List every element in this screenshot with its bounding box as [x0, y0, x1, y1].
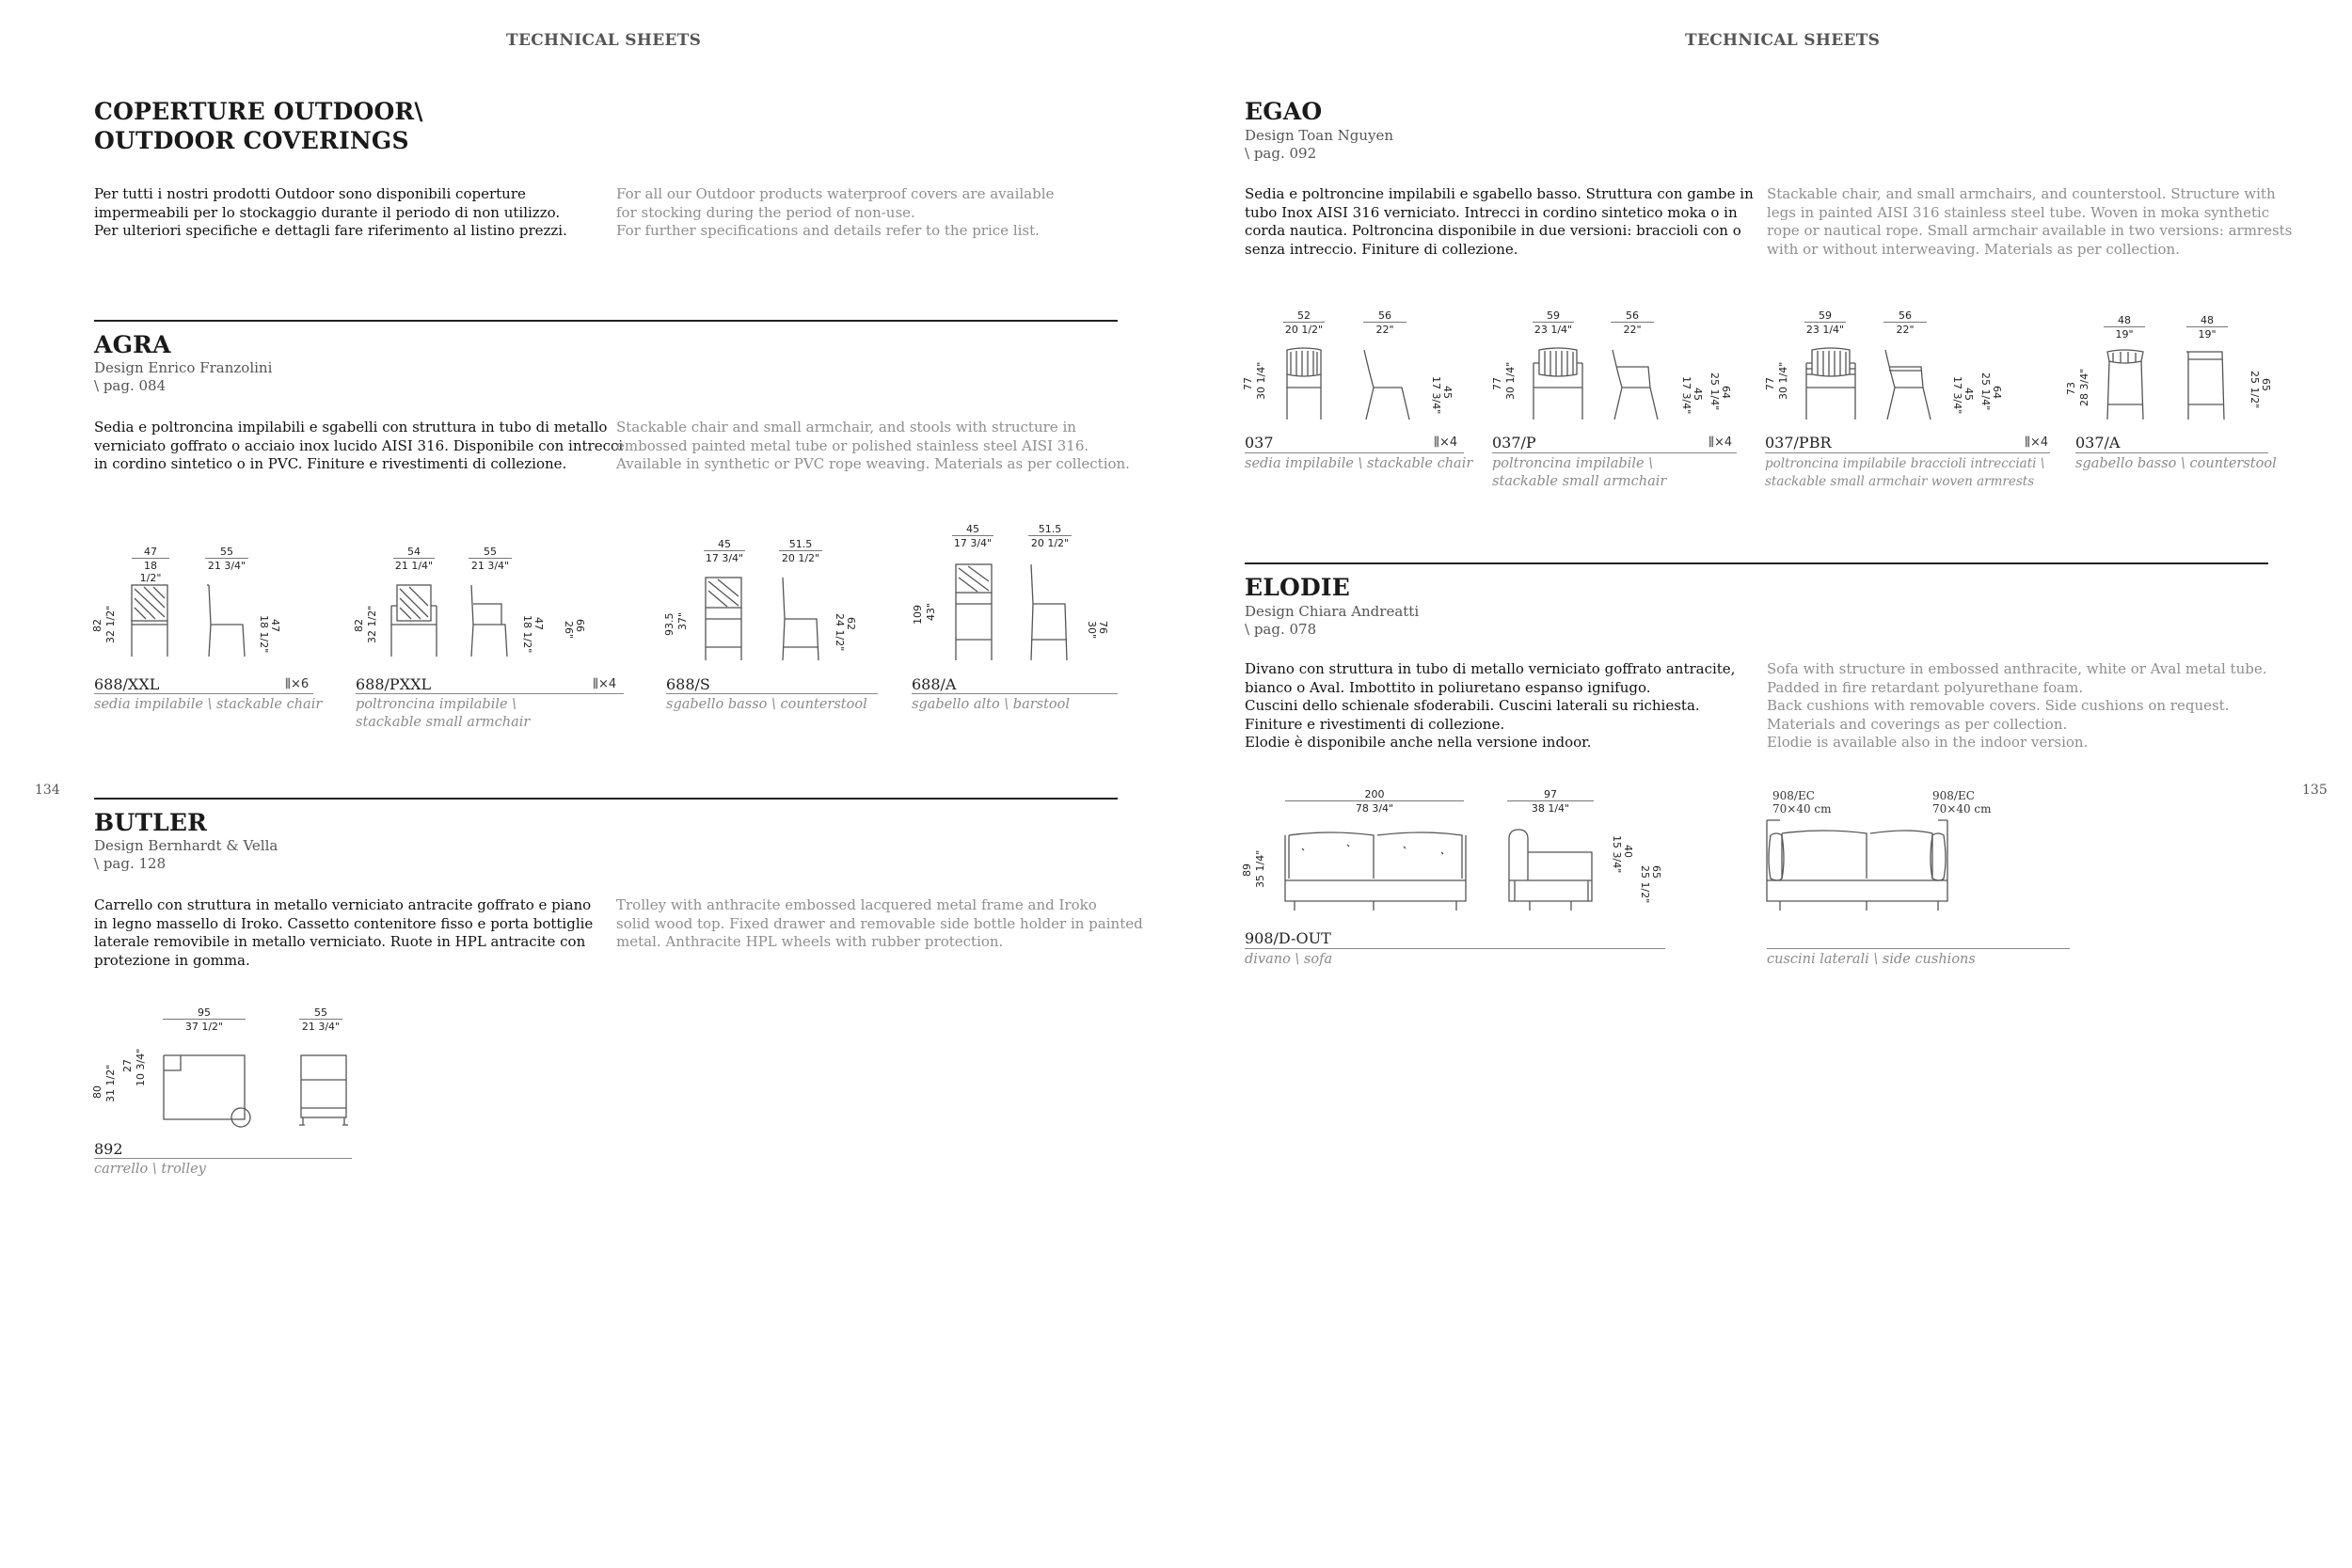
description-line: stackable small armchair woven armrests — [1765, 474, 2035, 489]
height-dimension-inch: 32 1/2" — [366, 605, 378, 643]
seat-height-dimension-inch: 17 3/4" — [1430, 376, 1442, 415]
side-view-barstool-icon — [1027, 562, 1074, 662]
egao-text-en — [1767, 185, 2292, 259]
height-dimension-inch: 37" — [676, 611, 689, 630]
product-underline — [356, 693, 624, 694]
text-line: Materials and coverings as per collection. — [1767, 715, 2068, 733]
stackable-count: ⫼×4 — [1708, 436, 1733, 450]
trolley-front-view-icon — [160, 1052, 254, 1129]
sofa-front-view-icon — [1281, 826, 1470, 912]
front-view-barstool-icon — [952, 562, 999, 662]
text-line: solid wood top. Fixed drawer and removable side bottle holder in painted — [616, 914, 1143, 932]
description-line: poltroncina impilabile \ — [356, 697, 517, 712]
height-dimension-inch: 30 1/4" — [1504, 361, 1517, 400]
side-view-armchair-icon — [468, 583, 515, 658]
seat-height-dimension: 47 — [269, 619, 281, 632]
product-code: 037/PBR — [1765, 434, 1832, 451]
seat-height-dimension-inch: 18 1/2" — [258, 615, 270, 654]
text-line: Carrello con struttura in metallo verniciato antracite goffrato e piano — [94, 896, 592, 913]
sofa-with-side-cushions-icon — [1763, 813, 1951, 912]
text-line: senza intreccio. Finiture di collezione. — [1245, 240, 1518, 258]
stack-icon: ⫼ — [593, 677, 598, 691]
butler-text-it — [94, 896, 593, 970]
width-dimension: 59 23 1/4" — [1805, 309, 1845, 336]
product-underline — [666, 693, 878, 694]
stack-icon: ⫼ — [1434, 436, 1439, 450]
text-line: Sedia e poltroncine impilabili e sgabello basso. Struttura con gambe in — [1245, 185, 1754, 202]
elodie-text-en — [1767, 660, 2267, 752]
cushion-size: 70×40 cm — [1772, 802, 1832, 816]
section-divider — [94, 320, 1118, 322]
text-line: Finiture e rivestimenti di collezione. — [1245, 715, 1505, 733]
product-description — [1492, 455, 1666, 491]
agra-page-ref: \ pag. 084 — [94, 377, 167, 394]
agra-title: AGRA — [94, 331, 171, 358]
depth-dimension: 55 21 3/4" — [299, 1006, 342, 1033]
product-underline — [94, 693, 313, 694]
text-line: Per tutti i nostri prodotti Outdoor sono disponibili coperture — [94, 185, 526, 202]
elodie-designer: Design Chiara Andreatti — [1245, 603, 1420, 620]
product-description: sgabello alto \ barstool — [912, 697, 1071, 712]
width-dimension: 47 18 1/2" — [132, 546, 169, 584]
text-line: with or without interweaving. Materials as per collection. — [1767, 240, 2180, 258]
seat-height-dimension: 45 — [1963, 388, 1975, 401]
product-underline — [1765, 452, 2050, 453]
depth-dimension: 51.5 20 1/2" — [779, 538, 822, 564]
product-description — [1765, 455, 2044, 491]
height-dimension: 77 — [1764, 377, 1776, 390]
arm-height-dimension-inch: 25 1/4" — [1979, 372, 1992, 411]
text-line: legs in painted AISI 316 stainless steel tube. Woven in moka synthetic — [1767, 203, 2270, 221]
elodie-page-ref: \ pag. 078 — [1245, 621, 1317, 638]
seat-height-dimension: 62 — [845, 617, 857, 630]
text-line: Sofa with structure in embossed anthracite, white or Aval metal tube. — [1767, 660, 2267, 677]
width-dimension: 52 20 1/2" — [1284, 309, 1324, 336]
product-description: sgabello basso \ counterstool — [2075, 456, 2277, 471]
height-dimension: 89 — [1241, 863, 1253, 877]
egao-page-ref: \ pag. 092 — [1245, 145, 1317, 162]
width-dimension: 200 78 3/4" — [1285, 788, 1464, 815]
stackable-count: ⫼×6 — [285, 677, 310, 691]
height-dimension-inch: 31 1/2" — [104, 1064, 117, 1102]
text-line: Stackable chair, and small armchairs, and counterstool. Structure with — [1767, 185, 2276, 202]
seat-height-dimension-inch: 17 3/4" — [1951, 376, 1963, 415]
product-code: 688/S — [666, 675, 710, 693]
arm-height-dimension-inch: 25 1/4" — [1708, 372, 1721, 411]
arm-height-dimension: 64 — [1720, 386, 1732, 399]
agra-text-it — [94, 419, 623, 474]
width-dimension: 59 23 1/4" — [1534, 309, 1573, 336]
front-view-chair-icon — [127, 583, 183, 658]
width-dimension: 95 37 1/2" — [163, 1006, 246, 1033]
coverings-text-en — [616, 185, 1054, 241]
elodie-title: ELODIE — [1245, 574, 1351, 601]
depth-dimension: 56 22" — [1883, 309, 1927, 336]
arm-height-dimension-inch: 25 1/2" — [1639, 865, 1651, 904]
text-line: For all our Outdoor products waterproof covers are available — [616, 185, 1055, 202]
stack-icon: ⫼ — [285, 677, 291, 691]
depth-dimension: 97 38 1/4" — [1507, 788, 1594, 815]
side-view-chair-icon — [205, 583, 252, 658]
height-dimension: 80 — [91, 1085, 103, 1099]
side-view-counterstool-icon — [2185, 348, 2232, 423]
text-line: Back cushions with removable covers. Side cushions on request. — [1767, 697, 2230, 714]
text-line: in legno massello di Iroko. Cassetto contenitore fisso e porta bottiglie — [94, 914, 594, 932]
seat-height-dimension: 45 — [1692, 388, 1704, 401]
depth-dimension: 56 22" — [1363, 309, 1406, 336]
side-view-chair-icon — [1360, 346, 1417, 421]
butler-title: BUTLER — [94, 809, 208, 836]
height-dimension-inch: 28 3/4" — [2078, 368, 2090, 406]
stackable-count: ⫼×4 — [593, 677, 617, 691]
description-line: poltroncina impilabile braccioli intrecciati \ — [1765, 456, 2045, 471]
product-code: 688/A — [912, 675, 957, 693]
depth-dimension: 48 19" — [2186, 314, 2228, 341]
coverings-title-line2: OUTDOOR COVERINGS — [94, 127, 409, 154]
text-line: Sedia e poltroncina impilabili e sgabelli con struttura in tubo di metallo — [94, 419, 608, 436]
butler-text-en — [616, 896, 1143, 952]
height-dimension-inch: 32 1/2" — [104, 605, 117, 643]
product-description: sgabello basso \ counterstool — [666, 697, 867, 712]
description-line: stackable small armchair — [356, 715, 531, 730]
running-header-right: TECHNICAL SHEETS — [1685, 31, 1881, 50]
egao-designer: Design Toan Nguyen — [1245, 127, 1394, 144]
page-number-left: 134 — [35, 783, 60, 798]
text-line: protezione in gomma. — [94, 951, 250, 969]
height-dimension: 73 — [2065, 382, 2077, 395]
text-line: Stackable chair and small armchair, and stools with structure in — [616, 419, 1076, 436]
text-line: Divano con struttura in tubo di metallo verniciato goffrato antracite, — [1245, 660, 1736, 677]
front-view-counterstool-icon — [2104, 348, 2151, 423]
product-description: sedia impilabile \ stackable chair — [1245, 456, 1473, 471]
text-line: bianco o Aval. Imbottito in poliuretano espanso ignifugo. — [1245, 678, 1651, 696]
product-description — [356, 696, 530, 732]
front-view-woven-armchair-icon — [1804, 346, 1859, 421]
product-underline — [912, 693, 1118, 694]
height-dimension: 77 — [1242, 377, 1254, 390]
arm-height-dimension-inch: 26" — [563, 621, 575, 640]
text-line: for stocking during the period of non-use. — [616, 203, 915, 221]
stackable-count: ⫼×4 — [1434, 436, 1458, 450]
seat-height-dimension-inch: 17 3/4" — [1680, 376, 1692, 415]
product-description: sedia impilabile \ stackable chair — [94, 697, 323, 712]
product-description: carrello \ trolley — [94, 1162, 206, 1177]
coverings-title-line1: COPERTURE OUTDOOR\ — [94, 98, 423, 125]
height-dimension: 82 — [353, 619, 365, 632]
seat-height-dimension-inch: 15 3/4" — [1611, 835, 1623, 874]
product-code: 037/P — [1492, 434, 1536, 451]
coverings-title — [94, 97, 423, 155]
description-line: poltroncina impilabile \ — [1492, 456, 1654, 471]
depth-dimension: 51.5 20 1/2" — [1028, 523, 1072, 549]
width-dimension: 45 17 3/4" — [705, 538, 744, 564]
product-underline — [2075, 452, 2268, 453]
text-line: laterale removibile in metallo verniciato. Ruote in HPL antracite con — [94, 933, 586, 950]
text-line: tubo Inox AISI 316 verniciato. Intrecci in cordino sintetico moka o in — [1245, 203, 1738, 221]
product-underline — [1245, 452, 1464, 453]
elodie-text-it — [1245, 660, 1735, 752]
seat-height-dimension: 40 — [1622, 845, 1634, 858]
height-dimension: 93.5 — [663, 612, 675, 636]
egao-title: EGAO — [1245, 98, 1323, 125]
butler-designer: Design Bernhardt & Vella — [94, 837, 278, 854]
running-header-left: TECHNICAL SHEETS — [506, 31, 702, 50]
drawer-height-dimension-inch: 10 3/4" — [135, 1048, 147, 1086]
front-view-chair-icon — [1283, 346, 1330, 421]
text-line: in cordino sintetico o in PVC. Finiture e rivestimenti di collezione. — [94, 455, 567, 472]
front-view-armchair-icon — [1532, 346, 1586, 421]
text-line: Available in synthetic or PVC rope weaving. Materials as per collection. — [616, 455, 1130, 472]
height-dimension-inch: 30 1/4" — [1777, 361, 1789, 400]
depth-dimension: 55 21 3/4" — [469, 546, 512, 572]
seat-height-dimension-inch: 30" — [1086, 621, 1098, 640]
front-view-counterstool-icon — [702, 576, 749, 662]
text-line: Elodie is available also in the indoor version. — [1767, 734, 2089, 751]
armrest-height-dimension: 47 — [532, 617, 545, 630]
stack-icon: ⫼ — [1708, 436, 1714, 450]
text-line: rope or nautical rope. Small armchair available in two versions: armrests — [1767, 222, 2293, 239]
height-dimension-inch: 43" — [925, 602, 937, 621]
trolley-side-view-icon — [297, 1052, 354, 1129]
side-view-woven-armchair-icon — [1882, 346, 1938, 421]
cushion-label-right — [1932, 789, 1992, 816]
seat-height-dimension-inch: 25 1/2" — [2249, 371, 2261, 409]
product-description: divano \ sofa — [1245, 952, 1333, 967]
seat-height-dimension: 65 — [2260, 378, 2272, 391]
sofa-side-view-icon — [1505, 826, 1599, 912]
product-code: 908/D-OUT — [1245, 929, 1331, 947]
text-line: impermeabili per lo stockaggio durante il periodo di non utilizzo. — [94, 203, 561, 221]
coverings-text-it — [94, 185, 567, 241]
product-underline — [1492, 452, 1737, 453]
description-line: stackable small armchair — [1492, 474, 1667, 489]
side-view-counterstool-icon — [779, 576, 826, 662]
depth-dimension: 55 21 3/4" — [205, 546, 248, 572]
height-dimension-inch: 35 1/4" — [1254, 849, 1266, 888]
arm-height-dimension: 64 — [1991, 386, 2003, 399]
product-underline — [1245, 948, 1665, 949]
agra-designer: Design Enrico Franzolini — [94, 359, 273, 376]
text-line: verniciato goffrato o acciaio inox lucido AISI 316. Disponibile con intrecci — [94, 436, 624, 454]
product-underline — [94, 1158, 352, 1159]
height-dimension: 109 — [912, 605, 924, 625]
product-description: cuscini laterali \ side cushions — [1767, 952, 1976, 967]
text-line: For further specifications and details refer to the price list. — [616, 222, 1040, 239]
page-number-right: 135 — [2302, 783, 2328, 798]
cushion-size: 70×40 cm — [1932, 802, 1992, 816]
text-line: Per ulteriori specifiche e dettagli fare riferimento al listino prezzi. — [94, 222, 567, 239]
width-dimension: 48 19" — [2104, 314, 2145, 341]
butler-page-ref: \ pag. 128 — [94, 855, 167, 872]
text-line: metal. Anthracite HPL wheels with rubber protection. — [616, 933, 1004, 950]
text-line: corda nautica. Poltroncina disponibile in due versioni: braccioli con o — [1245, 222, 1741, 239]
stackable-count: ⫼×4 — [2025, 436, 2049, 450]
text-line: embossed painted metal tube or polished stainless steel AISI 316. — [616, 436, 1089, 454]
product-code: 688/XXL — [94, 675, 160, 693]
cushion-code: 908/EC — [1772, 789, 1815, 802]
seat-height-dimension: 45 — [1441, 386, 1454, 399]
cushion-code: 908/EC — [1932, 789, 1975, 802]
text-line: Cuscini dello schienale sfoderabili. Cuscini laterali su richiesta. — [1245, 697, 1700, 714]
section-divider — [94, 798, 1118, 800]
product-code: 688/PXXL — [356, 675, 432, 693]
product-code: 892 — [94, 1140, 123, 1158]
cushion-label-left — [1772, 789, 1832, 816]
depth-dimension: 56 22" — [1611, 309, 1654, 336]
height-dimension: 82 — [91, 619, 103, 632]
height-dimension-inch: 30 1/4" — [1255, 361, 1267, 400]
stack-icon: ⫼ — [2025, 436, 2030, 450]
seat-height-dimension-inch: 18 1/2" — [521, 615, 533, 654]
width-dimension: 54 21 1/4" — [394, 546, 434, 572]
text-line: Trolley with anthracite embossed lacquered metal frame and Iroko — [616, 896, 1097, 913]
height-dimension: 77 — [1491, 377, 1503, 390]
section-divider — [1245, 562, 2268, 564]
front-view-armchair-icon — [389, 583, 446, 658]
side-view-armchair-icon — [1609, 346, 1665, 421]
egao-text-it — [1245, 185, 1754, 259]
drawer-height-dimension: 27 — [121, 1059, 134, 1072]
seat-height-dimension-inch: 24 1/2" — [834, 613, 846, 652]
agra-text-en — [616, 419, 1130, 474]
text-line: Elodie è disponibile anche nella versione indoor. — [1245, 734, 1592, 751]
text-line: Padded in fire retardant polyurethane foam. — [1767, 678, 2084, 696]
width-dimension: 45 17 3/4" — [953, 523, 993, 549]
product-code: 037/A — [2075, 434, 2121, 451]
arm-height-dimension: 66 — [574, 619, 586, 632]
product-underline — [1767, 948, 2070, 949]
arm-height-dimension: 65 — [1650, 865, 1662, 879]
seat-height-dimension: 76 — [1097, 621, 1109, 634]
product-code: 037 — [1245, 434, 1274, 451]
